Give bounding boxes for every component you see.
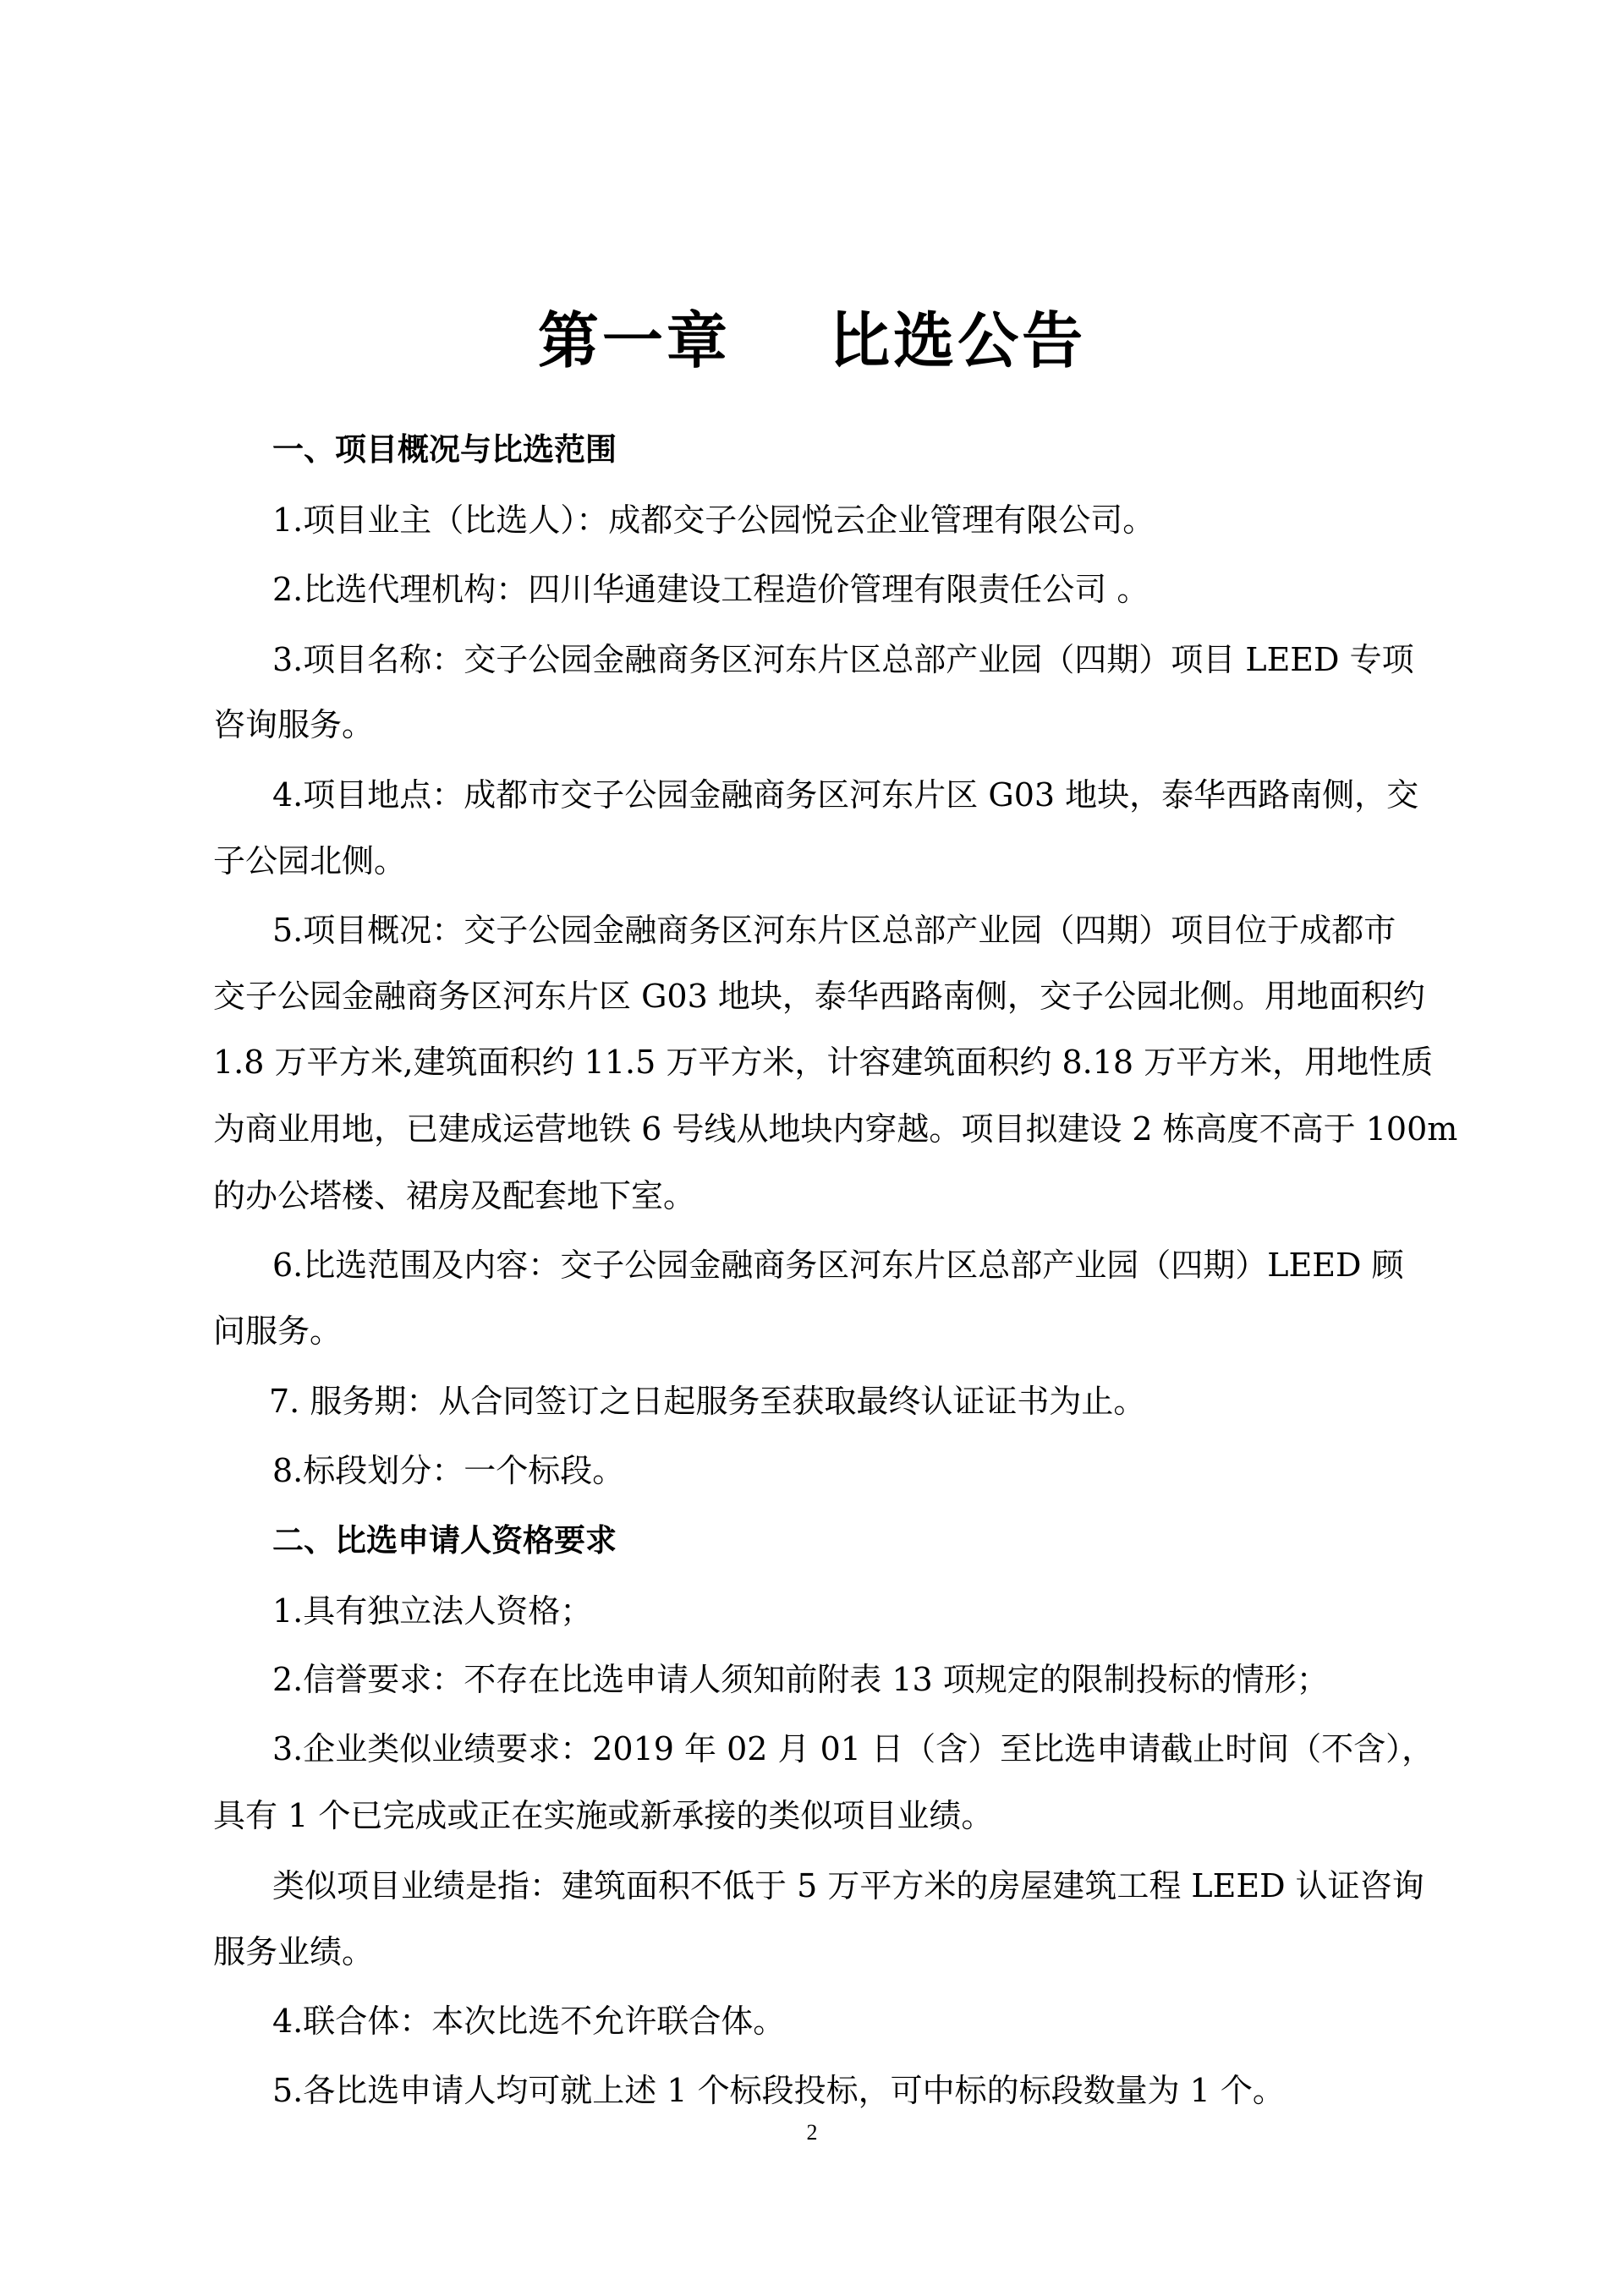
paragraph-project-summary-line3: 1.8 万平方米,建筑面积约 11.5 万平方米，计容建筑面积约 8.18 万平方米，用地性质: [213, 1044, 1434, 1081]
paragraph-reputation: 2.信誉要求：不存在比选申请人须知前附表 13 项规定的限制投标的情形；: [272, 1661, 1329, 1698]
paragraph-project-location-line2: 子公园北侧。: [213, 842, 407, 879]
paragraph-similar-project-line1: 类似项目业绩是指：建筑面积不低于 5 万平方米的房屋建筑工程 LEED 认证咨询: [272, 1867, 1424, 1904]
paragraph-project-location-line1: 4.项目地点：成都市交子公园金融商务区河东片区 G03 地块，泰华西路南侧，交: [272, 776, 1419, 814]
paragraph-similar-project-line2: 服务业绩。: [213, 1933, 375, 1970]
paragraph-service-period: 7. 服务期：从合同签订之日起服务至获取最终认证证书为止。: [269, 1383, 1146, 1420]
paragraph-project-summary-line2: 交子公园金融商务区河东片区 G03 地块，泰华西路南侧，交子公园北侧。用地面积约: [213, 978, 1425, 1015]
paragraph-project-owner: 1.项目业主（比选人）：成都交子公园悦云企业管理有限公司。: [272, 501, 1155, 539]
paragraph-lot-division: 8.标段划分：一个标段。: [272, 1452, 625, 1489]
paragraph-performance-line2: 具有 1 个已完成或正在实施或新承接的类似项目业绩。: [213, 1797, 994, 1834]
paragraph-bid-lots: 5.各比选申请人均可就上述 1 个标段投标，可中标的标段数量为 1 个。: [272, 2072, 1285, 2109]
paragraph-consortium: 4.联合体：本次比选不允许联合体。: [272, 2003, 786, 2040]
paragraph-project-summary-line4: 为商业用地，已建成运营地铁 6 号线从地块内穿越。项目拟建设 2 栋高度不高于 100m: [213, 1110, 1458, 1148]
paragraph-scope-line2: 问服务。: [213, 1312, 343, 1350]
section-heading-qualification: 二、比选申请人资格要求: [272, 1522, 617, 1559]
paragraph-agency: 2.比选代理机构：四川华通建设工程造价管理有限责任公司 。: [272, 571, 1149, 608]
paragraph-scope-line1: 6.比选范围及内容：交子公园金融商务区河东片区总部产业园（四期）LEED 顾: [272, 1247, 1404, 1284]
paragraph-project-summary-line1: 5.项目概况：交子公园金融商务区河东片区总部产业园（四期）项目位于成都市: [272, 912, 1396, 949]
section-heading-project-overview: 一、项目概况与比选范围: [272, 431, 617, 468]
paragraph-legal-entity: 1.具有独立法人资格；: [272, 1592, 593, 1630]
page-number: 2: [806, 2120, 818, 2145]
chapter-title: 第一章 比选公告: [537, 305, 1087, 376]
paragraph-project-summary-line5: 的办公塔楼、裙房及配套地下室。: [213, 1177, 696, 1214]
paragraph-project-name-line2: 咨询服务。: [213, 706, 375, 743]
paragraph-performance-line1: 3.企业类似业绩要求：2019 年 02 月 01 日（含）至比选申请截止时间（不含），: [272, 1730, 1435, 1767]
paragraph-project-name-line1: 3.项目名称：交子公园金融商务区河东片区总部产业园（四期）项目 LEED 专项: [272, 641, 1414, 678]
